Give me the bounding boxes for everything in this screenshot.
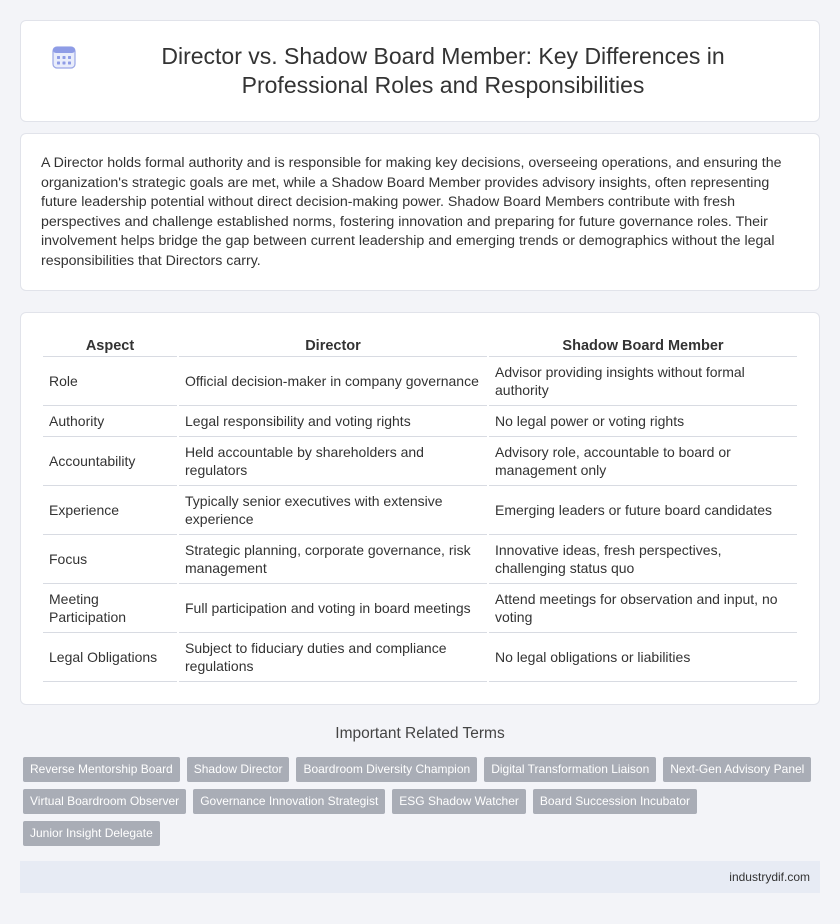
cell-aspect: Focus bbox=[43, 535, 177, 584]
footer-site-link[interactable]: industrydif.com bbox=[729, 870, 810, 884]
related-term-tag[interactable]: Shadow Director bbox=[187, 757, 290, 782]
page-title: Director vs. Shadow Board Member: Key Differences in Professional Roles and Responsibilities bbox=[161, 43, 725, 98]
related-term-tag[interactable]: ESG Shadow Watcher bbox=[392, 789, 526, 814]
header-card bbox=[20, 20, 820, 122]
calendar-icon bbox=[51, 44, 77, 70]
title-wrap bbox=[21, 21, 819, 121]
header-shadow-board-member: Shadow Board Member bbox=[489, 333, 797, 357]
related-term-tag[interactable]: Boardroom Diversity Champion bbox=[296, 757, 477, 782]
related-term-tag[interactable]: Virtual Boardroom Observer bbox=[23, 789, 186, 814]
related-term-tag[interactable]: Reverse Mentorship Board bbox=[23, 757, 180, 782]
cell-aspect: Experience bbox=[43, 486, 177, 535]
table-row bbox=[43, 633, 797, 682]
table-row bbox=[43, 437, 797, 486]
cell-aspect: Role bbox=[43, 357, 177, 406]
related-term-tag[interactable]: Junior Insight Delegate bbox=[23, 821, 160, 846]
related-term-tag[interactable]: Digital Transformation Liaison bbox=[484, 757, 656, 782]
cell-shadow: No legal power or voting rights bbox=[489, 406, 797, 437]
table-header-row bbox=[43, 333, 797, 357]
cell-director: Typically senior executives with extensive experience bbox=[179, 486, 487, 535]
table-row bbox=[43, 357, 797, 406]
cell-shadow: Advisory role, accountable to board or management only bbox=[489, 437, 797, 486]
table-row bbox=[43, 486, 797, 535]
cell-director: Official decision-maker in company governance bbox=[179, 357, 487, 406]
footer bbox=[20, 861, 820, 893]
cell-aspect: Authority bbox=[43, 406, 177, 437]
header-aspect: Aspect bbox=[43, 333, 177, 357]
related-term-tag[interactable]: Next-Gen Advisory Panel bbox=[663, 757, 811, 782]
cell-shadow: Emerging leaders or future board candidates bbox=[489, 486, 797, 535]
related-terms-list bbox=[23, 757, 823, 853]
cell-shadow: No legal obligations or liabilities bbox=[489, 633, 797, 682]
comparison-table-card bbox=[20, 312, 820, 705]
header-director: Director bbox=[179, 333, 487, 357]
related-terms-title: Important Related Terms bbox=[335, 725, 505, 742]
table-row bbox=[43, 406, 797, 437]
cell-aspect: Accountability bbox=[43, 437, 177, 486]
cell-director: Held accountable by shareholders and regulators bbox=[179, 437, 487, 486]
cell-director: Legal responsibility and voting rights bbox=[179, 406, 487, 437]
cell-shadow: Attend meetings for observation and input, no voting bbox=[489, 584, 797, 633]
cell-shadow: Innovative ideas, fresh perspectives, challenging status quo bbox=[489, 535, 797, 584]
cell-director: Strategic planning, corporate governance, risk management bbox=[179, 535, 487, 584]
related-term-tag[interactable]: Board Succession Incubator bbox=[533, 789, 697, 814]
comparison-table bbox=[41, 333, 799, 682]
cell-shadow: Advisor providing insights without formal authority bbox=[489, 357, 797, 406]
related-term-tag[interactable]: Governance Innovation Strategist bbox=[193, 789, 385, 814]
table-row bbox=[43, 535, 797, 584]
cell-director: Full participation and voting in board meetings bbox=[179, 584, 487, 633]
table-row bbox=[43, 584, 797, 633]
intro-card bbox=[20, 133, 820, 291]
cell-director: Subject to fiduciary duties and compliance regulations bbox=[179, 633, 487, 682]
cell-aspect: Legal Obligations bbox=[43, 633, 177, 682]
cell-aspect: Meeting Participation bbox=[43, 584, 177, 633]
intro-paragraph: A Director holds formal authority and is responsible for making key decisions, overseeing operations, and ensuring the organization's strategic goals are met, while a Shadow Board Member provides advisory insights, often representing future leadership potential without direct decision-making power. Shadow Board Members contribute with fresh perspectives and challenge established norms, fostering innovation and preparing for future governance roles. Their involvement helps bridge the gap between current leadership and emerging trends or demographics without the legal responsibilities that Directors carry. bbox=[41, 155, 782, 269]
